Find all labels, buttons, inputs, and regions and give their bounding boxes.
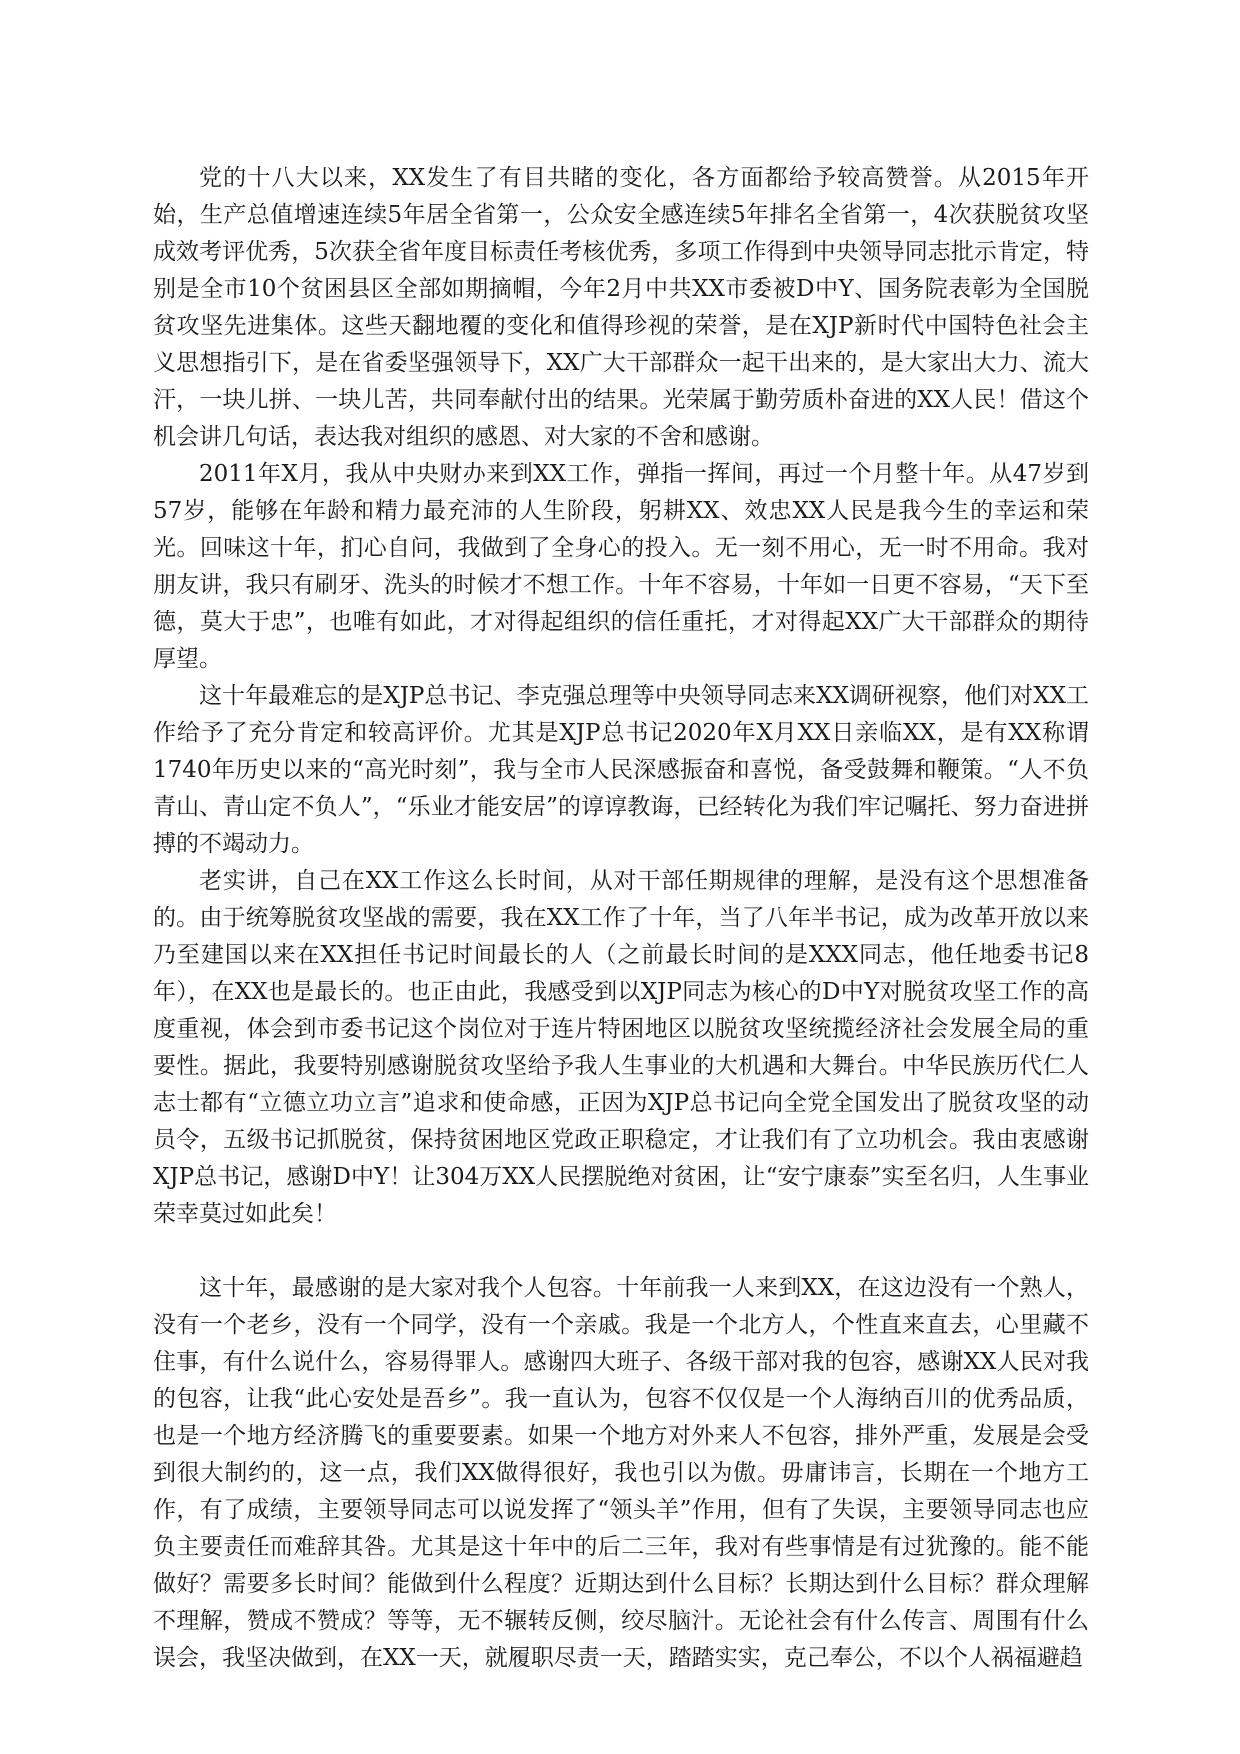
document-body (153, 160, 1089, 1677)
paragraph-leadership-visit: 这十年最难忘的是XJP总书记、李克强总理等中央领导同志来XX调研视察，他们对XX工作给予了充分肯定和较高评价。尤其是XJP总书记2020年X月XX日亲临XX，是有XX称谓1740年历史以来的“高光时刻”，我与全市人民深感振奋和喜悦，备受鼓舞和鞭策。“人不负青山、青山定不负人”，“乐业才能安居”的谆谆教诲，已经转化为我们牢记嘱托、努力奋进拼搏的不竭动力。 (153, 683, 1089, 857)
paragraph-tenure-reflection: 老实讲，自己在XX工作这么长时间，从对干部任期规律的理解，是没有这个思想准备的。由于统筹脱贫攻坚战的需要，我在XX工作了十年，当了八年半书记，成为改革开放以来乃至建国以来在XX担任书记时间最长的人（之前最长时间的是XXX同志，他任地委书记8年），在XX也是最长的。也正由此，我感受到以XJP同志为核心的D中Y对脱贫攻坚工作的高度重视，体会到市委书记这个岗位对于连片特困地区以脱贫攻坚统揽经济社会发展全局的重要性。据此，我要特别感谢脱贫攻坚给予我人生事业的大机遇和大舞台。中华民族历代仁人志士都有“立德立功立言”追求和使命感，正因为XJP总书记向全党全国发出了脱贫攻坚的动员令，五级书记抓脱贫，保持贫困地区党政正职稳定，才让我们有了立功机会。我由衷感谢XJP总书记，感谢D中Y！让304万XX人民摆脱绝对贫困，让“安宁康泰”实至名归，人生事业荣幸莫过如此矣！ (153, 868, 1089, 1227)
paragraph-ten-years-work: 2011年X月，我从中央财办来到XX工作，弹指一挥间，再过一个月整十年。从47岁到57岁，能够在年龄和精力最充沛的人生阶段，躬耕XX、效忠XX人民是我今生的幸运和荣光。回味这十年，扪心自问，我做到了全身心的投入。无一刻不用心，无一时不用命。我对朋友讲，我只有刷牙、洗头的时候才不想工作。十年不容易，十年如一日更不容易，“天下至德，莫大于忠”，也唯有如此，才对得起组织的信任重托，才对得起XX广大干部群众的期待厚望。 (153, 461, 1089, 672)
paragraph-achievements: 党的十八大以来，XX发生了有目共睹的变化，各方面都给予较高赞誉。从2015年开始，生产总值增速连续5年居全省第一，公众安全感连续5年排名全省第一，4次获脱贫攻坚成效考评优秀，5次获全省年度目标责任考核优秀，多项工作得到中央领导同志批示肯定，特别是全市10个贫困县区全部如期摘帽，今年2月中共XX市委被D中Y、国务院表彰为全国脱贫攻坚先进集体。这些天翻地覆的变化和值得珍视的荣誉，是在XJP新时代中国特色社会主义思想指引下，是在省委坚强领导下，XX广大干部群众一起干出来的，是大家出大力、流大汗，一块儿拼、一块儿苦，共同奉献付出的结果。光荣属于勤劳质朴奋进的XX人民！借这个机会讲几句话，表达我对组织的感恩、对大家的不舍和感谢。 (153, 165, 1089, 450)
paragraph-gratitude-tolerance: 这十年，最感谢的是大家对我个人包容。十年前我一人来到XX，在这边没有一个熟人，没有一个老乡，没有一个同学，没有一个亲戚。我是一个北方人，个性直来直去，心里藏不住事，有什么说什么，容易得罪人。感谢四大班子、各级干部对我的包容，感谢XX人民对我的包容，让我“此心安处是吾乡”。我一直认为，包容不仅仅是一个人海纳百川的优秀品质，也是一个地方经济腾飞的重要要素。如果一个地方对外来人不包容，排外严重，发展是会受到很大制约的，这一点，我们XX做得很好，我也引以为傲。毋庸讳言，长期在一个地方工作，有了成绩，主要领导同志可以说发挥了“领头羊”作用，但有了失误，主要领导同志也应负主要责任而难辞其咎。尤其是这十年中的后二三年，我对有些事情是有过犹豫的。能不能做好？需要多长时间？能做到什么程度？近期达到什么目标？长期达到什么目标？群众理解不理解，赞成不赞成？等等，无不辗转反侧，绞尽脑汁。无论社会有什么传言、周围有什么误会，我坚决做到，在XX一天，就履职尽责一天，踏踏实实，克己奉公，不以个人祸福避趋 (153, 1275, 1089, 1671)
